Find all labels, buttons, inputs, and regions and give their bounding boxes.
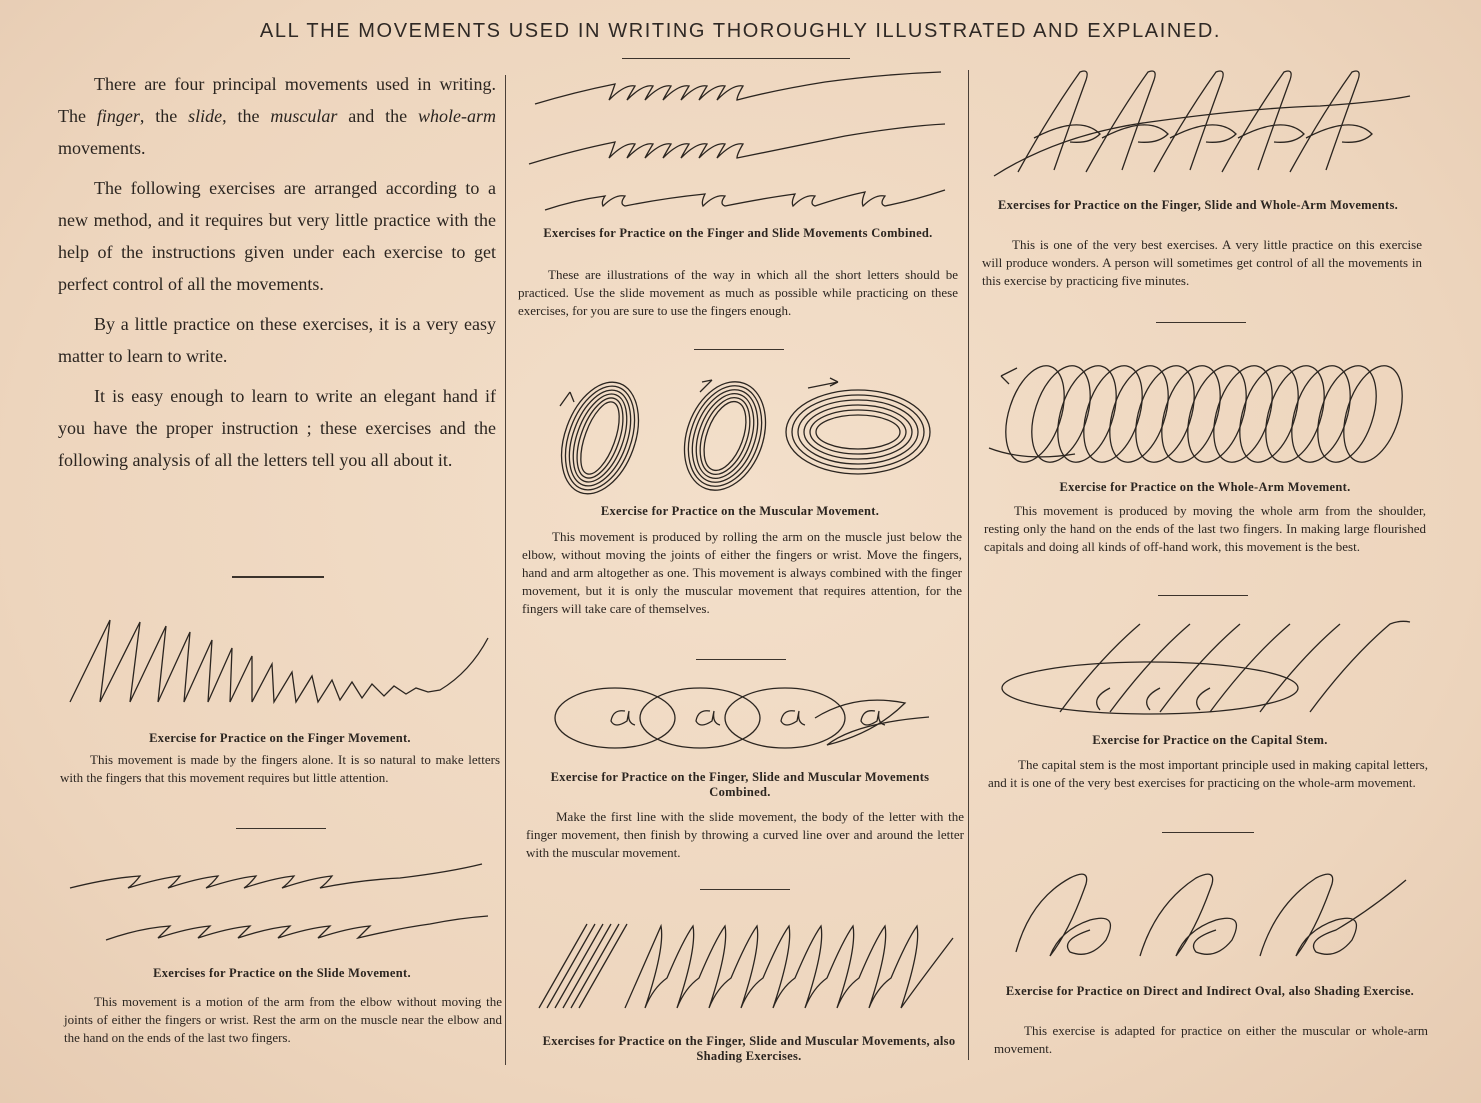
intro-paragraph-2: The following exercises are arranged according to a new method, and it requires but very little practice with the help of the instructions given under each exercise to get perfect control of all the movements.: [58, 178, 496, 294]
wholearm-movement-illustration: [985, 358, 1420, 468]
wholearm-caption: Exercise for Practice on the Whole-Arm Movement.: [1059, 480, 1351, 494]
muscular-caption: Exercise for Practice on the Muscular Movement.: [600, 504, 880, 518]
finger-slide-wholearm-body: This is one of the very best exercises. A very little practice on this exercise will produce wonders. A person will sometimes get control of all the movements in this exercise by practicing five minutes.: [982, 237, 1422, 288]
oval-body: This exercise is adapted for practice on either the muscular or whole-arm movement.: [994, 1023, 1428, 1056]
finger-body: This movement is made by the fingers alone. It is so natural to make letters with the fingers that this movement requires but little attention.: [60, 752, 500, 785]
finger-slide-muscular-body: Make the first line with the slide movement, the body of the letter with the finger movement, then finish by throwing a curved line over and around the letter with the muscular movement.: [526, 809, 964, 860]
muscular-body: This movement is produced by rolling the arm on the muscle just below the elbow, without moving the joints of either the fingers or wrist. Move the fingers, hand and arm altogether as one. This movement is always combined with the finger movement, but it is only the muscular movement that requires attention, for the fingers will take care of themselves.: [522, 529, 962, 616]
finger-slide-muscular-caption: Exercise for Practice on the Finger, Slide and Muscular Movements Combined.: [550, 770, 930, 799]
divider-rule: [232, 576, 324, 578]
wholearm-body: This movement is produced by moving the whole arm from the shoulder, resting only the hand on the ends of the last two fingers. In making large flourished capitals and doing all kinds of off-hand work, this movement is the best.: [984, 503, 1426, 554]
finger-slide-muscular-illustration: [555, 683, 935, 753]
intro-text: [58, 68, 496, 484]
title-rule: [622, 58, 850, 59]
oval-shading-illustration: [1010, 860, 1410, 970]
slide-body: This movement is a motion of the arm from the elbow without moving the joints of either the fingers or wrist. Rest the arm on the muscle near the elbow and the hand on the ends of the last two fingers.: [64, 994, 502, 1045]
intro-paragraph-4: It is easy enough to learn to write an elegant hand if you have the proper instruction ; these exercises and the following analysis of all the letters tell you all about it.: [58, 386, 496, 470]
capital-stem-body: The capital stem is the most important principle used in making capital letters, and it is one of the very best exercises for practicing on the whole-arm movement.: [988, 757, 1428, 790]
slide-caption: Exercises for Practice on the Slide Movement.: [153, 966, 411, 980]
intro-paragraph-3: By a little practice on these exercises, it is a very easy matter to learn to write.: [58, 314, 496, 366]
finger-slide-illustration: [525, 62, 955, 222]
finger-caption: Exercise for Practice on the Finger Movement.: [149, 731, 411, 745]
divider-rule: [700, 889, 790, 890]
finger-slide-wholearm-illustration: [990, 64, 1415, 184]
muscular-movement-illustration: [540, 372, 940, 497]
finger-slide-caption: Exercises for Practice on the Finger and Slide Movements Combined.: [543, 226, 933, 240]
intro-paragraph-1: There are four principal movements used in writing. The finger, the slide, the muscular and the whole-arm movements.: [58, 74, 496, 158]
finger-slide-body: These are illustrations of the way in which all the short letters should be practiced. Use the slide movement as much as possible while practicing on these exercises, for you are sure to use the fingers enough.: [518, 267, 958, 318]
divider-rule: [1162, 832, 1254, 833]
divider-rule: [694, 349, 784, 350]
shading-exercise-illustration: [535, 918, 960, 1018]
page-title: ALL THE MOVEMENTS USED IN WRITING THOROUGHLY ILLUSTRATED AND EXPLAINED.: [259, 20, 1222, 42]
oval-caption: Exercise for Practice on Direct and Indirect Oval, also Shading Exercise.: [1005, 984, 1415, 998]
finger-movement-illustration: [60, 610, 500, 710]
column-divider-right: [968, 70, 969, 1060]
slide-movement-illustration: [70, 860, 490, 950]
column-divider-left: [505, 75, 506, 1065]
divider-rule: [1156, 322, 1246, 323]
divider-rule: [696, 659, 786, 660]
capital-stem-illustration: [1000, 618, 1420, 718]
divider-rule: [236, 828, 326, 829]
capital-stem-caption: Exercise for Practice on the Capital Stem.: [1092, 733, 1328, 747]
divider-rule: [1158, 595, 1248, 596]
shading-caption: Exercises for Practice on the Finger, Slide and Muscular Movements, also Shading Exercises.: [542, 1034, 956, 1063]
finger-slide-wholearm-caption: Exercises for Practice on the Finger, Slide and Whole-Arm Movements.: [997, 198, 1399, 212]
